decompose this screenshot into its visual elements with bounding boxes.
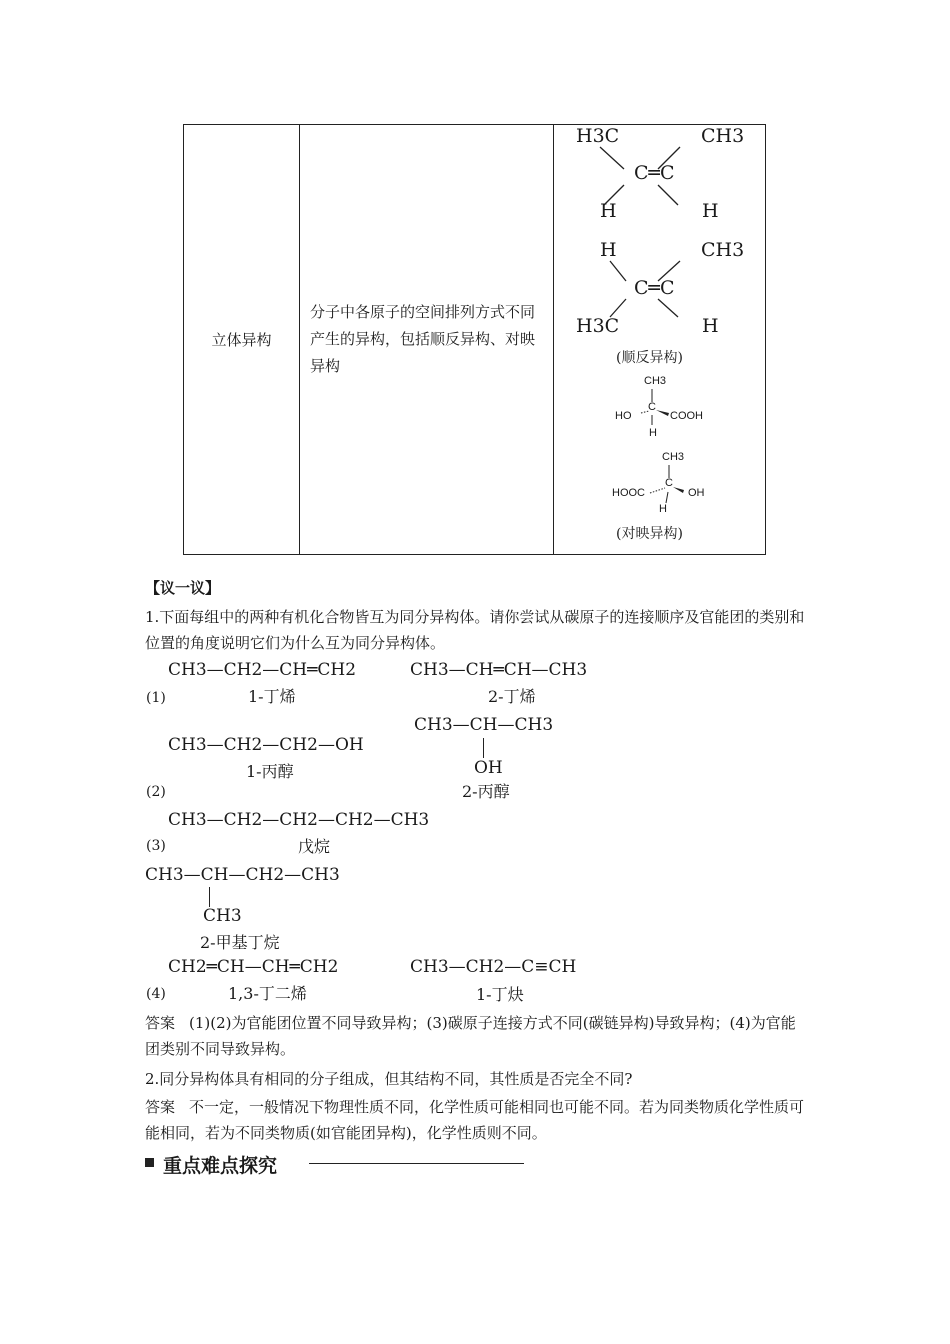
name-b: 2-甲基丁烷: [200, 933, 280, 952]
formula-b-substituent: CH3: [203, 906, 242, 926]
substituent-bottom-left: H: [600, 200, 617, 222]
category-cell: [184, 125, 300, 555]
group-left: HO: [615, 410, 632, 422]
answer-2-label: 答案: [145, 1098, 176, 1116]
name-a: 1,3-丁二烯: [228, 984, 307, 1003]
isomer-table: [183, 124, 766, 555]
cis-trans-structure-1: [554, 125, 765, 225]
formula-a: CH3—CH2—CH═CH2: [168, 660, 357, 680]
group-bottom: H: [659, 503, 667, 515]
double-bond-center: C═C: [634, 162, 675, 184]
double-bond-center: C═C: [634, 277, 675, 299]
group-left: HOOC: [612, 487, 645, 499]
formula-b: CH3—CH—CH3: [414, 715, 554, 735]
cis-trans-structure-2: [554, 239, 765, 339]
category-label: 立体异构: [211, 331, 272, 349]
substituent-top-left: H3C: [576, 125, 620, 147]
group-label: (3): [146, 838, 166, 854]
group-label: (2): [146, 784, 166, 800]
substituent-top-right: CH3: [701, 125, 745, 147]
answer-1: [145, 1010, 810, 1062]
formula-b: CH3—CH2—C≡CH: [410, 957, 577, 977]
group-label: (4): [146, 986, 166, 1002]
formula-a: CH3—CH2—CH2—OH: [168, 735, 364, 755]
name-a: 1-丁烯: [248, 687, 296, 706]
question-2: 2.同分异构体具有相同的分子组成，但其结构不同，其性质是否完全不同?: [145, 1070, 633, 1088]
section-bullet-icon: [145, 1158, 154, 1167]
description-text: 分子中各原子的空间排列方式不同产生的异构，包括顺反异构、对映异构: [310, 303, 536, 375]
formula-a: CH2═CH—CH═CH2: [168, 957, 339, 977]
enantiomer-caption: (对映异构): [616, 526, 683, 542]
formula-a: CH3—CH2—CH2—CH2—CH3: [168, 810, 430, 830]
branch-bond: [483, 738, 484, 758]
group-top: CH3: [662, 451, 685, 463]
description-cell: [300, 125, 554, 555]
formula-b-substituent: OH: [474, 758, 503, 778]
question-1: 1.下面每组中的两种有机化合物皆互为同分异构体。请你尝试从碳原子的连接顺序及官能团的类别和位置的角度说明它们为什么互为同分异构体。: [145, 608, 805, 652]
formula-b: CH3—CH—CH2—CH3: [145, 865, 340, 885]
chiral-carbon: C: [648, 401, 656, 413]
section-title: 重点难点探究: [163, 1155, 278, 1177]
name-b: 2-丙醇: [462, 782, 510, 801]
name-a: 戊烷: [298, 837, 331, 856]
answer-2-text: 不一定，一般情况下物理性质不同，化学性质可能相同也可能不同。若为同类物质化学性质可能相同，若为不同类物质(如官能团异构)，化学性质则不同。: [145, 1098, 805, 1142]
cis-trans-caption: (顺反异构): [616, 350, 683, 366]
name-b: 1-丁炔: [476, 985, 524, 1004]
group-bottom: H: [649, 427, 657, 439]
group-label: (1): [146, 690, 166, 706]
section-divider: [309, 1163, 524, 1164]
substituent-bottom-left: H3C: [576, 315, 620, 337]
branch-bond: [209, 887, 210, 907]
answer-2: [145, 1094, 810, 1146]
enantiomer-structure-1: [609, 375, 729, 445]
group-right: OH: [688, 487, 705, 499]
substituent-top-left: H: [600, 239, 617, 261]
group-right: COOH: [670, 410, 703, 422]
formula-b: CH3—CH═CH—CH3: [410, 660, 588, 680]
substituent-bottom-right: H: [702, 315, 719, 337]
name-a: 1-丙醇: [246, 762, 294, 781]
substituent-top-right: CH3: [701, 239, 745, 261]
answer-1-label: 答案: [145, 1014, 176, 1032]
enantiomer-structure-2: [604, 451, 734, 521]
discussion-heading: 【议一议】: [145, 579, 221, 597]
chiral-carbon: C: [665, 477, 673, 489]
group-top: CH3: [644, 375, 667, 387]
answer-1-text: (1)(2)为官能团位置不同导致异构；(3)碳原子连接方式不同(碳链异构)导致异构；(4)为官能团类别不同导致异构。: [145, 1014, 796, 1058]
structures-cell: [554, 125, 766, 555]
name-b: 2-丁烯: [488, 687, 536, 706]
substituent-bottom-right: H: [702, 200, 719, 222]
